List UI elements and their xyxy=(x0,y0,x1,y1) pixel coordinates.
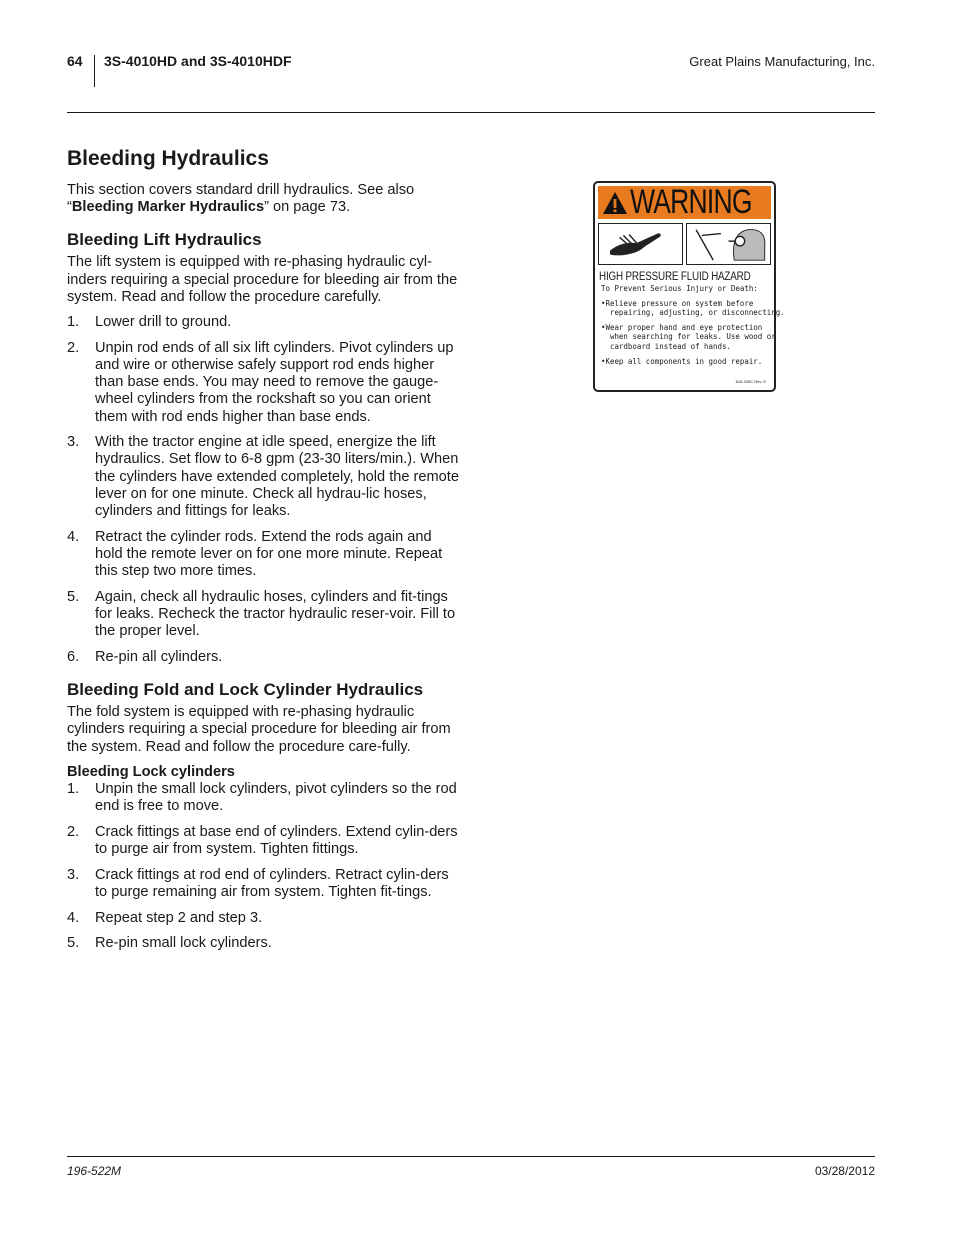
step-text: Lower drill to ground. xyxy=(95,314,232,331)
list-item xyxy=(67,781,462,815)
step-text: Again, check all hydraulic hoses, cylinders and fit-tings for leaks. Recheck the tractor hydraulic reser-voir. Fill to the proper level. xyxy=(95,588,456,640)
decal-line: •Relieve pressure on system before xyxy=(601,298,754,308)
step-number: 1. xyxy=(67,780,80,797)
list-item xyxy=(67,824,462,858)
step-number: 1. xyxy=(67,314,80,331)
decal-line: To Prevent Serious Injury or Death: xyxy=(601,284,758,293)
step-number: 2. xyxy=(67,339,80,356)
intro-text: This section covers standard drill hydraulics. See also “ xyxy=(67,182,415,216)
publication-date: 03/28/2012 xyxy=(814,1164,875,1178)
lift-body: The lift system is equipped with re-phasing hydraulic cyl-inders requiring a special procedure for bleeding air from the system. Read and follow the procedure carefully. xyxy=(67,254,458,305)
decal-line: cardboard instead of hands. xyxy=(601,341,731,351)
section-title: Bleeding Hydraulics xyxy=(67,147,269,170)
warning-decal xyxy=(593,181,785,392)
step-text: With the tractor engine at idle speed, energize the lift hydraulics. Set flow to 6-8 gpm (23-30 liters/min.). When the cylinders have extended completely, hold the remote lever on for one minute. Check all hydrau-lic hoses, cylinders and fittings for leaks. xyxy=(95,434,459,520)
manual-model: 3S-4010HD and 3S-4010HDF xyxy=(104,53,292,69)
page-number: 64 xyxy=(67,53,83,69)
decal-line: when searching for leaks. Use wood or xyxy=(601,332,776,342)
step-text: Re-pin small lock cylinders. xyxy=(95,935,272,952)
step-number: 5. xyxy=(67,588,80,605)
list-item xyxy=(67,434,462,520)
list-item xyxy=(67,529,462,581)
lift-title: Bleeding Lift Hydraulics xyxy=(67,230,262,250)
document-number: 196-522M xyxy=(67,1164,122,1178)
list-item xyxy=(67,649,462,666)
section-intro xyxy=(67,182,462,216)
list-item xyxy=(67,340,462,426)
hazard-title: HIGH PRESSURE FLUID HAZARD xyxy=(599,269,751,283)
list-item xyxy=(67,867,462,901)
header-rule xyxy=(67,112,875,113)
step-number: 4. xyxy=(67,528,80,545)
header-divider xyxy=(94,55,95,87)
step-text: Unpin rod ends of all six lift cylinders. Pivot cylinders up and wire or otherwise safely support rod ends higher than base ends. You may need to remove the gauge-wheel cylinders from the rockshaft so you can orient them with rod ends higher than base ends. xyxy=(95,339,454,425)
list-item xyxy=(67,910,462,927)
step-number: 2. xyxy=(67,823,80,840)
intro-text-end: ” on page 73. xyxy=(264,199,351,216)
company-name: Great Plains Manufacturing, Inc. xyxy=(689,54,875,69)
decal-line: •Wear proper hand and eye protection xyxy=(601,322,763,332)
step-number: 3. xyxy=(67,434,80,451)
warning-word: WARNING xyxy=(630,183,752,221)
fold-title: Bleeding Fold and Lock Cylinder Hydraulics xyxy=(67,680,424,700)
decal-instructions xyxy=(601,284,785,366)
alert-triangle-icon xyxy=(602,191,628,215)
step-text: Repeat step 2 and step 3. xyxy=(95,909,263,926)
step-text: Re-pin all cylinders. xyxy=(95,648,223,665)
hand-injection-icon xyxy=(598,223,683,265)
list-item xyxy=(67,314,462,331)
step-number: 5. xyxy=(67,935,80,952)
decal-part-number: 818-339C Rev. E xyxy=(735,379,766,384)
step-number: 4. xyxy=(67,909,80,926)
step-number: 3. xyxy=(67,866,80,883)
fold-body: The fold system is equipped with re-phasing hydraulic cylinders requiring a special procedure for bleeding air from the system. Read and follow the procedure care-fully. xyxy=(67,704,451,755)
intro-link[interactable]: Bleeding Marker Hydraulics xyxy=(71,199,265,216)
lift-steps-list xyxy=(67,314,462,666)
step-text: Crack fittings at base end of cylinders. Extend cylin-ders to purge air from system. Tighten fittings. xyxy=(95,823,458,857)
step-text: Unpin the small lock cylinders, pivot cylinders so the rod end is free to move. xyxy=(95,780,457,814)
decal-line: •Keep all components in good repair. xyxy=(601,356,763,366)
lock-subtitle: Bleeding Lock cylinders xyxy=(67,763,235,780)
warning-band xyxy=(598,183,771,221)
fold-steps-list xyxy=(67,781,462,953)
footer-rule xyxy=(67,1156,875,1157)
decal-pictograms xyxy=(598,223,771,265)
decal-line: repairing, adjusting, or disconnecting. xyxy=(601,308,785,318)
list-item xyxy=(67,935,462,952)
step-text: Crack fittings at rod end of cylinders. Retract cylin-ders to purge remaining air from system. Tighten fit-tings. xyxy=(95,866,449,900)
step-text: Retract the cylinder rods. Extend the rods again and hold the remote lever on for one more minute. Repeat this step two more times. xyxy=(95,528,443,580)
list-item xyxy=(67,589,462,641)
step-number: 6. xyxy=(67,648,80,665)
main-column xyxy=(67,146,462,961)
goggles-icon xyxy=(686,223,771,265)
